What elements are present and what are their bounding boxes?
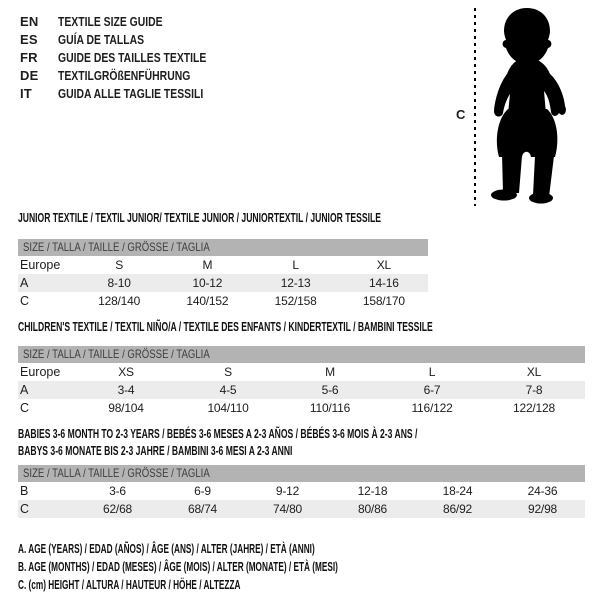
- legend-height-cm: C. (cm) HEIGHT / ALTURA / HAUTEUR / HÖHE / ALTEZZA: [18, 578, 241, 592]
- cell: 12-18: [357, 484, 388, 498]
- cell: 116/122: [411, 401, 453, 415]
- section-title-junior: JUNIOR TEXTILE / TEXTIL JUNIOR/ TEXTILE JUNIOR / JUNIORTEXTIL / JUNIOR TESSILE: [18, 210, 381, 225]
- row-label: B: [20, 484, 29, 498]
- height-measure-label: C: [456, 107, 466, 122]
- table-row: [18, 381, 585, 399]
- language-title: TEXTILE SIZE GUIDE: [58, 14, 163, 29]
- row-label: A: [20, 276, 29, 290]
- size-header-bar: SIZE / TALLA / TAILLE / GRÖSSE / TAGLIA: [18, 239, 428, 256]
- cell: XS: [118, 365, 134, 379]
- cell: 3-4: [117, 383, 135, 397]
- language-title: GUÍA DE TALLAS: [58, 32, 145, 47]
- cell: 6-9: [194, 484, 211, 498]
- cell: 152/158: [274, 294, 317, 308]
- language-row-fr: [20, 49, 243, 67]
- row-label: C: [20, 502, 30, 516]
- language-code: ES: [20, 32, 38, 47]
- row-label: C: [20, 294, 30, 308]
- cell: 110/116: [309, 401, 351, 415]
- language-title: TEXTILGRÖßENFÜHRUNG: [58, 68, 191, 83]
- cell: M: [325, 365, 335, 379]
- junior-size-table: [18, 239, 428, 310]
- cell: 158/170: [362, 294, 405, 308]
- language-row-it: [20, 85, 243, 103]
- language-code: FR: [20, 50, 38, 65]
- language-row-es: [20, 31, 243, 49]
- cell: 18-24: [442, 484, 473, 498]
- cell: S: [224, 365, 232, 379]
- size-header-bar: SIZE / TALLA / TAILLE / GRÖSSE / TAGLIA: [18, 346, 585, 363]
- cell: 128/140: [98, 294, 141, 308]
- cell: 24-36: [527, 484, 558, 498]
- cell: 6-7: [423, 383, 441, 397]
- table-row: [18, 363, 585, 381]
- cell: 5-6: [321, 383, 339, 397]
- height-measure-dashed-line: [474, 8, 476, 206]
- cell: 140/152: [186, 294, 229, 308]
- language-code: IT: [20, 86, 32, 101]
- language-code: EN: [20, 14, 39, 29]
- section-title-babies-line2: BABYS 3-6 MONATE BIS 2-3 JAHRE / BAMBINI 3-6 MESI A 2-3 ANNI: [18, 443, 293, 458]
- cell: 68/74: [187, 502, 218, 516]
- cell: L: [292, 258, 299, 272]
- table-row: [18, 399, 585, 417]
- row-label: Europe: [20, 258, 61, 272]
- cell: 62/68: [102, 502, 133, 516]
- cell: 8-10: [107, 276, 131, 290]
- cell: XL: [376, 258, 392, 272]
- cell: L: [428, 365, 436, 379]
- cell: M: [202, 258, 213, 272]
- legend-age-years: A. AGE (YEARS) / EDAD (AÑOS) / ÂGE (ANS) / ALTER (JAHRE) / ETÀ (ANNI): [18, 542, 315, 556]
- size-header-bar: SIZE / TALLA / TAILLE / GRÖSSE / TAGLIA: [18, 465, 585, 482]
- cell: 9-12: [275, 484, 300, 498]
- cell: 98/104: [108, 401, 144, 415]
- cell: 86/92: [442, 502, 473, 516]
- language-code: DE: [20, 68, 39, 83]
- section-title-children: CHILDREN'S TEXTILE / TEXTIL NIÑO/A / TEXTILE DES ENFANTS / KINDERTEXTIL / BAMBINI TESSILE: [18, 319, 433, 334]
- cell: 104/110: [207, 401, 249, 415]
- cell: 10-12: [192, 276, 223, 290]
- section-title-babies-line1: BABIES 3-6 MONTH TO 2-3 YEARS / BEBÉS 3-6 MESES A 2-3 AÑOS / BÉBÉS 3-6 MOIS À 2-3 ANS /: [18, 426, 418, 441]
- legend-age-months: B. AGE (MONTHS) / EDAD (MESES) / ÂGE (MOIS) / ALTER (MONATE) / ETÀ (MESI): [18, 560, 338, 574]
- language-title: GUIDE DES TAILLES TEXTILE: [58, 50, 207, 65]
- row-label: C: [20, 401, 30, 415]
- cell: XL: [526, 365, 542, 379]
- babies-size-table: [18, 465, 585, 518]
- row-label: A: [20, 383, 29, 397]
- language-row-de: [20, 67, 243, 85]
- cell: 4-5: [219, 383, 237, 397]
- table-row: [18, 292, 428, 310]
- row-label: Europe: [20, 365, 61, 379]
- children-size-table: [18, 346, 585, 417]
- cell: 7-8: [525, 383, 543, 397]
- cell: 74/80: [272, 502, 303, 516]
- cell: 14-16: [369, 276, 399, 290]
- table-row: [18, 482, 585, 500]
- table-row: [18, 256, 428, 274]
- baby-silhouette-icon: [481, 6, 573, 206]
- language-row-en: [20, 13, 243, 31]
- cell: S: [115, 258, 124, 272]
- cell: 122/128: [513, 401, 555, 415]
- table-row: [18, 274, 428, 292]
- cell: 12-13: [280, 276, 311, 290]
- cell: 3-6: [109, 484, 126, 498]
- cell: 92/98: [527, 502, 558, 516]
- language-list: [20, 13, 243, 103]
- language-title: GUIDA ALLE TAGLIE TESSILI: [58, 86, 204, 101]
- cell: 80/86: [357, 502, 388, 516]
- table-row: [18, 500, 585, 518]
